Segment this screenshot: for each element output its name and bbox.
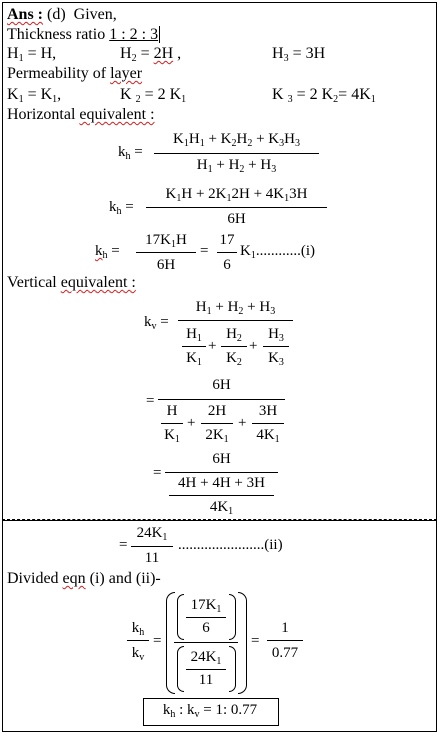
k2-value: 2 K: [157, 86, 182, 103]
answer-choice: (d): [47, 6, 66, 23]
big-bracket-right: [238, 592, 247, 694]
k3-value: 2 K: [309, 86, 334, 103]
kv-eq1-d1n: $H_1$: [186, 326, 202, 344]
ratio-rhs-den: 0.77: [271, 645, 299, 661]
given-label: Given,: [73, 6, 117, 23]
final-answer: $k_h$ : $k_v = 1$: 0.77: [162, 702, 258, 720]
kv-eq4-dots: .......................(ii): [178, 537, 283, 553]
kh-lhs-1: $k_h$ =: [118, 144, 143, 162]
kh-eq2-den: 6H: [227, 211, 246, 227]
k2-def: K $_2$ = 2 $K_1$: [120, 86, 187, 105]
kh-eq3-bar1: [136, 252, 196, 253]
inner2-bracket-right: [229, 646, 236, 692]
kv-eq2-d1n: H: [166, 403, 178, 419]
kh-eq3-num1: $17K_1H$: [145, 232, 187, 250]
vertical-label: Vertical equivalent :: [7, 274, 136, 291]
kv-eq2-d2d: $2K_1$: [205, 427, 229, 445]
kv-eq1-d2bar: [221, 346, 247, 347]
ratio-eq1: =: [153, 633, 162, 649]
answer-line: [7, 6, 117, 24]
kv-eq3-den: $4K_1$: [209, 499, 234, 517]
answer-label: Ans :: [7, 6, 44, 23]
kv-eq3-bar2: [169, 495, 274, 496]
kv-eq2-d3bar: [252, 423, 284, 424]
kh-eq3-den2: 6: [223, 257, 231, 273]
inner1-bracket-right: [229, 594, 236, 640]
big-bracket-left: [166, 592, 175, 694]
ratio-inner2-den: 11: [198, 672, 214, 688]
kv-eq2-d1d: $K_1$: [164, 427, 180, 445]
k3-value-b: 4K: [351, 86, 371, 103]
ratio-lhs-bar: [127, 640, 149, 641]
kv-eq1-num: $H_1 + H_2 + H_3$: [195, 299, 276, 317]
ratio-inner2-bar: [186, 669, 226, 670]
ratio-rhs-bar: [267, 640, 303, 641]
ratio-rhs-num: 1: [281, 620, 289, 636]
kh-lhs-3: $k_h$ =: [95, 243, 120, 261]
kv-eq2-plus2: +: [238, 415, 247, 431]
kv-eq1-d1bar: [182, 346, 206, 347]
kv-eq1-d3d: $K_3$: [268, 350, 284, 368]
kv-eq1-plus2: +: [249, 338, 258, 354]
ratio-inner1-bar: [186, 617, 226, 618]
kh-eq3-dots: ............(i): [255, 243, 316, 259]
kv-eq2-d3n: 3H: [258, 403, 278, 419]
kv-eq1-d3n: $H_3$: [268, 326, 284, 344]
kv-eq2-d2n: 2H: [207, 403, 227, 419]
kv-eq3-inner: 4H + 4H + 3H: [178, 475, 265, 491]
kv-eq1-d1d: $K_1$: [186, 350, 202, 368]
kv-eq2-plus1: +: [187, 415, 196, 431]
kv-eq4-den: 11: [144, 550, 160, 566]
kv-eq4-eq: =: [119, 537, 128, 553]
horizontal-label: Horizontal equivalent :: [7, 106, 155, 123]
k3-def: K $_3$ = 2 $K_2= 4K_1$: [272, 86, 376, 105]
kv-eq2-num: 6H: [212, 377, 231, 393]
h1-value: H: [40, 45, 53, 62]
kv-eq2-bar: [158, 399, 285, 400]
kv-eq3-bar: [165, 472, 278, 473]
k1-def: $K_1 = K_1$,: [7, 86, 62, 105]
ratio-inner2-num: $24K_1$: [190, 649, 222, 667]
thickness-ratio: 1 : 2 : 3: [109, 26, 159, 43]
kv-eq4-bar: [131, 546, 173, 547]
ratio-lhs-num: $k_h$: [131, 620, 145, 638]
h3-value: 3H: [305, 45, 326, 62]
h3-def: $H_3 = 3H$: [272, 45, 326, 64]
kv-eq4-num: $24K_1$: [136, 525, 168, 543]
kh-eq1-bar: [154, 153, 319, 154]
kv-eq1-bar: [178, 320, 293, 321]
kv-eq1-d3bar: [263, 346, 289, 347]
k1-value: K: [40, 86, 53, 103]
kh-eq3-bar2: [217, 252, 237, 253]
ratio-mid-bar: [174, 642, 238, 643]
kv-eq1-d2d: $K_2$: [226, 350, 242, 368]
kh-eq3-den1: 6H: [156, 257, 176, 273]
kh-eq2-num: $K_1H + 2K_12H + 4K_13H$: [165, 186, 308, 204]
kv-eq2-d3d: $4K_1$: [256, 427, 280, 445]
ratio-inner1-den: 6: [202, 620, 210, 636]
h2-def: $H_2 = 2H$ ,: [120, 45, 182, 64]
kv-eq1-plus1: +: [208, 338, 217, 354]
permeability-label: Permeability of layer: [7, 65, 143, 82]
kv-eq2-d1bar: [161, 423, 183, 424]
ratio-eq2: =: [251, 633, 260, 649]
ratio-inner1-num: $17K_1$: [190, 597, 222, 615]
kh-lhs-2: $k_h$ =: [109, 199, 134, 217]
kh-eq2-bar: [146, 207, 327, 208]
kv-eq2-eq: =: [146, 393, 155, 409]
divided-label: Divided eqn (i) and (ii)-: [7, 570, 161, 587]
kv-eq3-num: 6H: [212, 451, 231, 467]
kh-eq3-num2: 17: [219, 232, 235, 248]
kh-eq1-num: $K_1H_1 + K_2H_2 + K_3H_3$: [173, 131, 300, 149]
kv-eq2-d2bar: [201, 423, 233, 424]
kv-lhs: $k_v$ =: [144, 314, 169, 332]
kv-eq1-d2n: $H_2$: [226, 326, 242, 344]
h1-def: $H_1 = H$,: [7, 45, 57, 64]
kh-eq1-den: $H_1 + H_2 + H_3$: [196, 157, 277, 175]
thickness-line: [7, 26, 164, 44]
kh-eq3-tail: $K_1............(i)$: [240, 243, 316, 261]
ratio-lhs-den: $k_v$: [131, 645, 145, 663]
kv-eq3-eq: =: [153, 465, 162, 481]
h2-value: 2H: [153, 45, 174, 62]
kh-eq3-eq: =: [200, 243, 209, 259]
thickness-label: Thickness ratio: [7, 26, 106, 43]
